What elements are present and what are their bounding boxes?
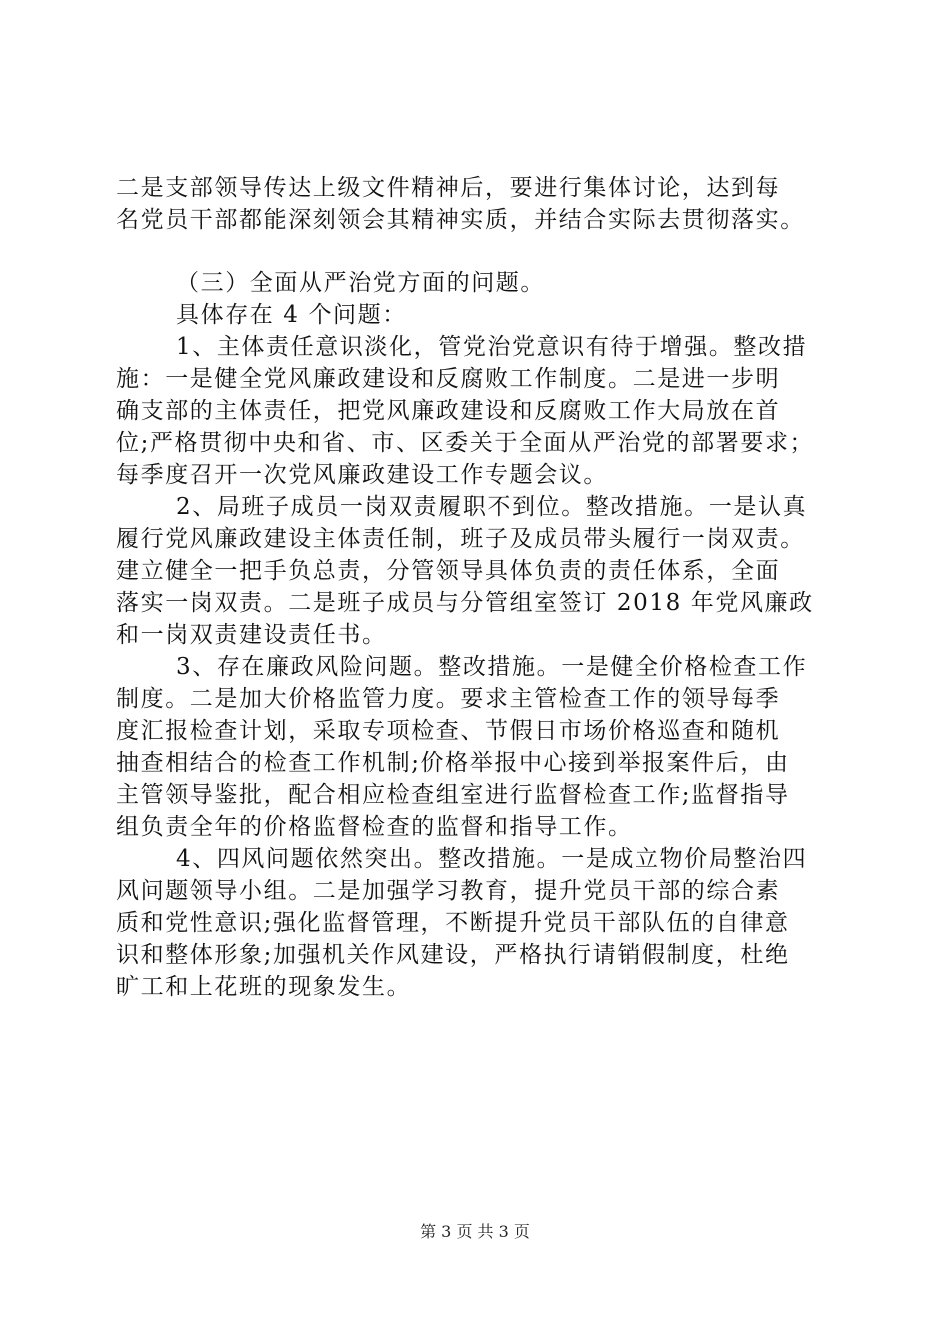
body-line: 具体存在 4 个问题： xyxy=(176,302,407,328)
body-line: 抽查相结合的检查工作机制;价格举报中心接到举报案件后，由 xyxy=(116,750,790,776)
section-heading: （三）全面从严治党方面的问题。 xyxy=(176,270,545,296)
page-number: 第 3 页 共 3 页 xyxy=(420,1222,530,1241)
body-line: 2、局班子成员一岗双责履职不到位。整改措施。一是认真 xyxy=(176,494,808,520)
body-line: 旷工和上花班的现象发生。 xyxy=(116,974,412,1000)
body-line: 质和党性意识;强化监督管理，不断提升党员干部队伍的自律意 xyxy=(116,910,790,936)
body-line: 二是支部领导传达上级文件精神后，要进行集体讨论，达到每 xyxy=(116,175,781,201)
body-line: 履行党风廉政建设主体责任制，班子及成员带头履行一岗双责。 xyxy=(116,526,805,552)
body-line: 3、存在廉政风险问题。整改措施。一是健全价格检查工作 xyxy=(176,654,808,680)
body-line: 名党员干部都能深刻领会其精神实质，并结合实际去贯彻落实。 xyxy=(116,207,805,233)
body-line: 施：一是健全党风廉政建设和反腐败工作制度。二是进一步明 xyxy=(116,366,781,392)
body-line: 4、四风问题依然突出。整改措施。一是成立物价局整治四 xyxy=(176,846,808,872)
body-line: 和一岗双责建设责任书。 xyxy=(116,622,387,648)
body-line: 位;严格贯彻中央和省、市、区委关于全面从严治党的部署要求； xyxy=(116,430,815,456)
body-line: 每季度召开一次党风廉政建设工作专题会议。 xyxy=(116,462,608,488)
body-line: 风问题领导小组。二是加强学习教育，提升党员干部的综合素 xyxy=(116,878,781,904)
document-body xyxy=(116,172,836,1003)
page-footer xyxy=(0,1222,950,1242)
body-line: 主管领导鉴批，配合相应检查组室进行监督检查工作;监督指导 xyxy=(116,782,790,808)
body-line: 落实一岗双责。二是班子成员与分管组室签订 2018 年党风廉政 xyxy=(116,590,814,616)
body-line: 识和整体形象;加强机关作风建设，严格执行请销假制度，杜绝 xyxy=(116,942,790,968)
body-line: 组负责全年的价格监督检查的监督和指导工作。 xyxy=(116,814,633,840)
body-line: 1、主体责任意识淡化，管党治党意识有待于增强。整改措 xyxy=(176,334,808,360)
body-line: 建立健全一把手负总责，分管领导具体负责的责任体系，全面 xyxy=(116,558,781,584)
body-line: 度汇报检查计划，采取专项检查、节假日市场价格巡查和随机 xyxy=(116,718,781,744)
paragraph-gap xyxy=(116,236,836,267)
body-line: 确支部的主体责任，把党风廉政建设和反腐败工作大局放在首 xyxy=(116,398,781,424)
body-line: 制度。二是加大价格监管力度。要求主管检查工作的领导每季 xyxy=(116,686,781,712)
